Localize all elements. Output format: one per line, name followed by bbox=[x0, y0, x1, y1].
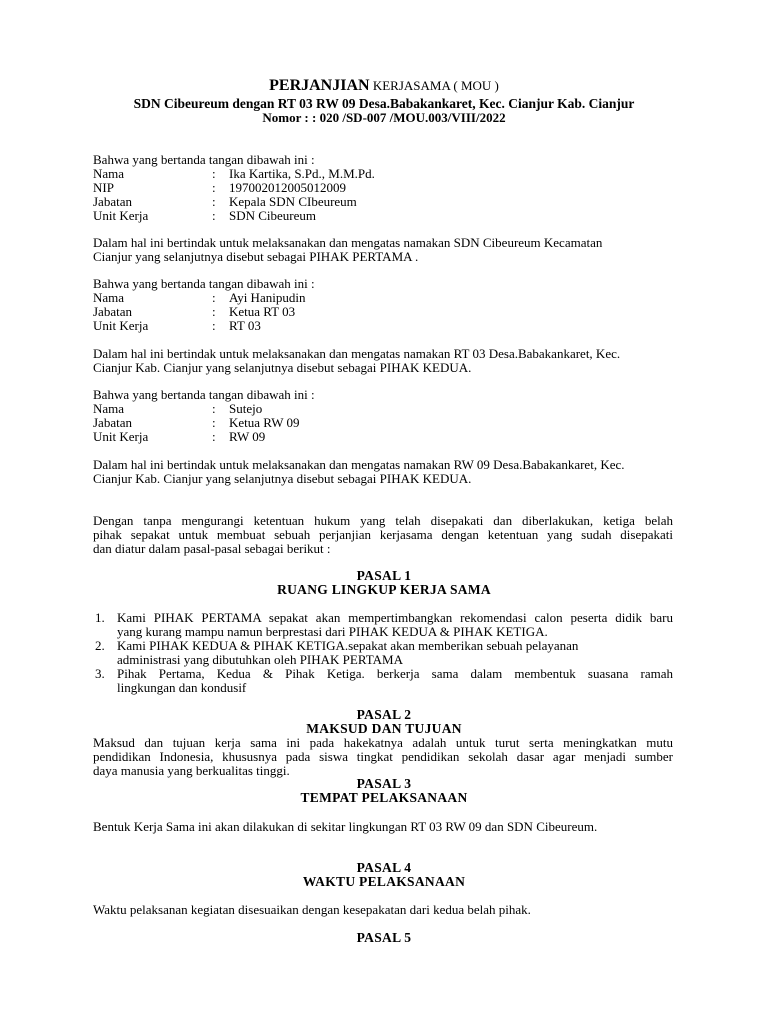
pasal3-text: Bentuk Kerja Sama ini akan dilakukan di sekitar lingkungan RT 03 RW 09 dan SDN Cibeureum. bbox=[93, 819, 598, 834]
field-colon: : bbox=[212, 318, 216, 333]
field-colon: : bbox=[212, 415, 216, 430]
field-colon: : bbox=[212, 304, 216, 319]
paragraph-line: Maksud dan tujuan kerja sama ini pada hakekatnya adalah untuk turut serta meningkatkan mutu bbox=[93, 735, 673, 750]
list-item bbox=[0, 667, 768, 695]
pasal4-text: Waktu pelaksanan kegiatan disesuaikan dengan kesepakatan dari kedua belah pihak. bbox=[93, 902, 531, 917]
field-value: Ayi Hanipudin bbox=[229, 290, 306, 305]
field-value: Ika Kartika, S.Pd., M.M.Pd. bbox=[229, 166, 375, 181]
party2-statement-line1: Dalam hal ini bertindak untuk melaksanakan dan mengatas namakan RT 03 Desa.Babakankaret, Kec. bbox=[93, 346, 621, 361]
party1-fields bbox=[0, 167, 768, 223]
field-row bbox=[0, 291, 768, 305]
field-label: Unit Kerja bbox=[93, 318, 149, 333]
pasal4-heading: PASAL 4 bbox=[356, 860, 412, 875]
party1-statement-line2: Cianjur yang selanjutnya disebut sebagai PIHAK PERTAMA . bbox=[93, 249, 419, 264]
pasal2-title: MAKSUD DAN TUJUAN bbox=[306, 721, 462, 736]
field-value: Ketua RT 03 bbox=[229, 304, 296, 319]
party2-statement-line2: Cianjur Kab. Cianjur yang selanjutnya disebut sebagai PIHAK KEDUA. bbox=[93, 360, 472, 375]
pasal1-heading: PASAL 1 bbox=[356, 568, 412, 583]
field-label: Jabatan bbox=[93, 415, 132, 430]
pasal5-heading: PASAL 5 bbox=[356, 930, 412, 945]
field-label: Nama bbox=[93, 401, 125, 416]
field-row bbox=[0, 181, 768, 195]
field-label: Nama bbox=[93, 290, 125, 305]
list-item-number: 1. bbox=[95, 610, 105, 625]
field-colon: : bbox=[212, 166, 216, 181]
title-rest: KERJASAMA ( MOU ) bbox=[369, 78, 499, 93]
pasal4-title: WAKTU PELAKSANAAN bbox=[302, 874, 466, 889]
field-row bbox=[0, 319, 768, 333]
agreement-intro-paragraph bbox=[93, 514, 673, 556]
list-item-text bbox=[117, 667, 673, 695]
party3-statement-line1: Dalam hal ini bertindak untuk melaksanakan dan mengatas namakan RW 09 Desa.Babakankaret, Kec. bbox=[93, 457, 625, 472]
field-colon: : bbox=[212, 180, 216, 195]
party1-statement-line1: Dalam hal ini bertindak untuk melaksanakan dan mengatas namakan SDN Cibeureum Kecamatan bbox=[93, 235, 603, 250]
list-item-line: Kami PIHAK KEDUA & PIHAK KETIGA.sepakat akan memberikan sebuah pelayanan bbox=[117, 638, 579, 653]
list-item-text bbox=[117, 639, 673, 667]
party3-fields bbox=[0, 402, 768, 444]
list-item bbox=[0, 639, 768, 667]
party3-statement-line2: Cianjur Kab. Cianjur yang selanjutnya disebut sebagai PIHAK KEDUA. bbox=[93, 471, 472, 486]
field-colon: : bbox=[212, 208, 216, 223]
list-item-line: Kami PIHAK PERTAMA sepakat akan mempertimbangkan rekomendasi calon peserta didik baru bbox=[117, 610, 673, 625]
field-row bbox=[0, 402, 768, 416]
field-value: SDN Cibeureum bbox=[229, 208, 317, 223]
paragraph-line: Dengan tanpa mengurangi ketentuan hukum yang telah disepakati dan diberlakukan, ketiga belah bbox=[93, 513, 673, 528]
field-value: Kepala SDN CIbeureum bbox=[229, 194, 357, 209]
paragraph-line: dan diatur dalam pasal-pasal sebagai berikut : bbox=[93, 541, 331, 556]
field-colon: : bbox=[212, 429, 216, 444]
field-value: Sutejo bbox=[229, 401, 263, 416]
party2-fields bbox=[0, 291, 768, 333]
field-row bbox=[0, 167, 768, 181]
field-label: Nama bbox=[93, 166, 125, 181]
field-value: RW 09 bbox=[229, 429, 266, 444]
party1-intro: Bahwa yang bertanda tangan dibawah ini : bbox=[93, 152, 315, 167]
field-label: Jabatan bbox=[93, 304, 132, 319]
list-item-line: Pihak Pertama, Kedua & Pihak Ketiga. berkerja sama dalam membentuk suasana ramah bbox=[117, 666, 673, 681]
pasal2-heading: PASAL 2 bbox=[356, 707, 412, 722]
paragraph-line: pihak sepakat untuk membuat sebuah perjanjian kerjasama dengan ketentuan yang sudah disepakati bbox=[93, 527, 673, 542]
document-subtitle: SDN Cibeureum dengan RT 03 RW 09 Desa.Babakankaret, Kec. Cianjur Kab. Cianjur bbox=[133, 96, 635, 111]
pasal3-heading: PASAL 3 bbox=[356, 776, 412, 791]
list-item-number: 2. bbox=[95, 638, 105, 653]
list-item-text bbox=[117, 611, 673, 639]
pasal2-paragraph bbox=[93, 736, 673, 778]
pasal1-list bbox=[0, 611, 768, 695]
field-row bbox=[0, 195, 768, 209]
list-item-line: administrasi yang dibutuhkan oleh PIHAK PERTAMA bbox=[117, 652, 403, 667]
field-row bbox=[0, 430, 768, 444]
pasal3-title: TEMPAT PELAKSANAAN bbox=[300, 790, 468, 805]
list-item-line: lingkungan dan kondusif bbox=[117, 680, 247, 695]
field-row bbox=[0, 209, 768, 223]
list-item-number: 3. bbox=[95, 666, 105, 681]
party3-intro: Bahwa yang bertanda tangan dibawah ini : bbox=[93, 387, 315, 402]
field-value: 197002012005012009 bbox=[229, 180, 346, 195]
pasal1-title: RUANG LINGKUP KERJA SAMA bbox=[277, 582, 491, 597]
document-number: Nomor : : 020 /SD-007 /MOU.003/VIII/2022 bbox=[262, 110, 506, 125]
list-item-line: yang kurang mampu namun berprestasi dari PIHAK KEDUA & PIHAK KETIGA. bbox=[117, 624, 548, 639]
field-label: NIP bbox=[93, 180, 114, 195]
field-row bbox=[0, 416, 768, 430]
paragraph-line: daya manusia yang berkualitas tinggi. bbox=[93, 763, 290, 778]
party2-intro: Bahwa yang bertanda tangan dibawah ini : bbox=[93, 276, 315, 291]
field-label: Unit Kerja bbox=[93, 429, 149, 444]
title-bold: PERJANJIAN bbox=[269, 77, 370, 94]
field-colon: : bbox=[212, 194, 216, 209]
field-value: RT 03 bbox=[229, 318, 261, 333]
paragraph-line: pendidikan Indonesia, khususnya pada siswa tingkat pendidikan sekolah dasar agar menjadi sumber bbox=[93, 749, 673, 764]
field-colon: : bbox=[212, 290, 216, 305]
field-colon: : bbox=[212, 401, 216, 416]
list-item bbox=[0, 611, 768, 639]
document-title bbox=[0, 79, 768, 93]
field-row bbox=[0, 305, 768, 319]
field-label: Unit Kerja bbox=[93, 208, 149, 223]
field-value: Ketua RW 09 bbox=[229, 415, 300, 430]
field-label: Jabatan bbox=[93, 194, 132, 209]
